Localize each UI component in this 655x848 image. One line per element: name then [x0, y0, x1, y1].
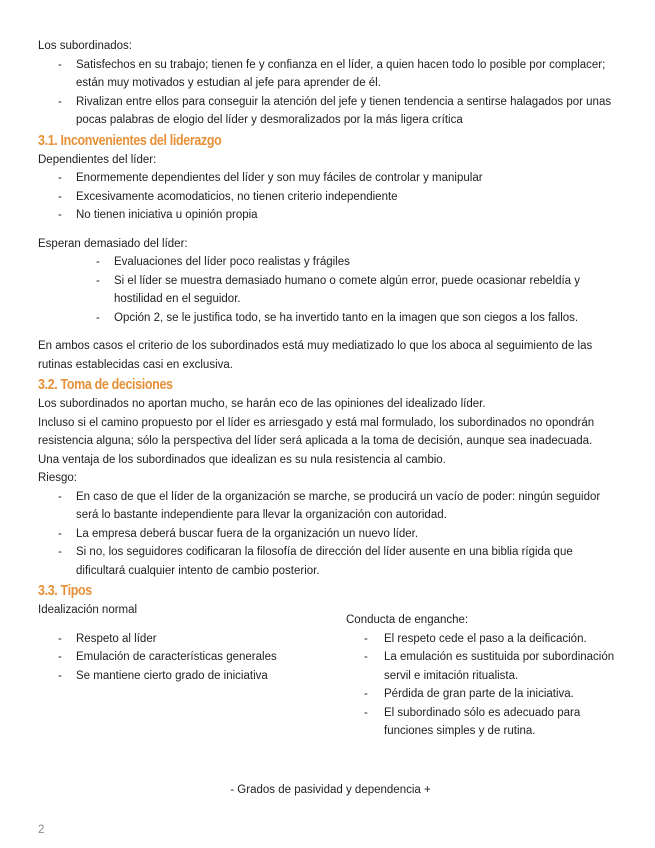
esperan-label: Esperan demasiado del líder:	[38, 237, 188, 250]
intro-list	[38, 56, 623, 130]
tipos-columns	[38, 601, 623, 751]
list-item: - La emulación es sustituida por subordinación servil e imitación ritualista.	[346, 648, 616, 685]
section-heading-toma-decisiones: 3.2. Toma de decisiones	[38, 377, 173, 393]
list-item: - Satisfechos en su trabajo; tienen fe y confianza en el líder, a quien hacen todo lo posible por complacer; están muy motivados y estudian al jefe para aprender de él.	[38, 56, 623, 93]
list-item: - Si no, los seguidores codificaran la filosofía de dirección del líder ausente en una biblia rígida que dificultará cualquier intento de cambio posterior.	[38, 543, 623, 580]
paragraph: Incluso si el camino propuesto por el líder es arriesgado y está mal formulado, los subordinados no opondrán resistencia alguna; sólo la perspectiva del líder será aplicada a la toma de decisión, aunque sea inadecuada.	[38, 416, 595, 447]
idealizacion-label: Idealización normal	[38, 604, 138, 616]
conclusion-paragraph: En ambos casos el criterio de los subordinados está muy mediatizado lo que los aboca al seguimiento de las rutinas establecidas casi en exclusiva.	[38, 340, 593, 371]
list-item: - Opción 2, se le justifica todo, se ha invertido tanto en la imagen que son ciegos a los fallos.	[38, 309, 623, 328]
list-item: - No tienen iniciativa u opinión propia	[38, 206, 623, 225]
conducta-list	[346, 630, 616, 741]
list-item: - Evaluaciones del líder poco realistas y frágiles	[38, 253, 623, 272]
intro-label: Los subordinados:	[38, 40, 132, 52]
list-item: - Excesivamente acomodaticios, no tienen criterio independiente	[38, 188, 623, 207]
document-page	[38, 37, 623, 796]
list-item: - Se mantiene cierto grado de iniciativa	[38, 667, 338, 686]
list-item: - En caso de que el líder de la organización se marche, se producirá un vacío de poder: ningún seguidor será lo bastante independiente para llevar la organización con autoridad.	[38, 488, 623, 525]
list-item: - El respeto cede el paso a la deificación.	[346, 630, 616, 649]
riesgo-label: Riesgo:	[38, 472, 77, 484]
conducta-enganche-column	[346, 611, 616, 741]
list-item: - Rivalizan entre ellos para conseguir la atención del jefe y tienen tendencia a sentirse halagados por unas pocas palabras de elogio del líder y desmoralizados por la más ligera crítica	[38, 93, 623, 130]
esperan-list	[38, 253, 623, 327]
idealizacion-list	[38, 630, 338, 686]
dependientes-list	[38, 169, 623, 225]
list-item: - La empresa deberá buscar fuera de la organización un nuevo líder.	[38, 525, 623, 544]
spacer	[38, 225, 623, 235]
paragraph: Los subordinados no aportan mucho, se harán eco de las opiniones del idealizado líder.	[38, 398, 486, 410]
dependientes-label: Dependientes del líder:	[38, 153, 157, 166]
idealizacion-normal-column	[38, 601, 338, 685]
spacer	[38, 327, 623, 337]
section-heading-tipos: 3.3. Tipos	[38, 583, 92, 599]
pasividad-caption: - Grados de pasividad y dependencia +	[230, 784, 431, 796]
list-item: - Enormemente dependientes del líder y son muy fáciles de controlar y manipular	[38, 169, 623, 188]
section-heading-inconvenientes: 3.1. Inconvenientes del liderazgo	[38, 132, 222, 149]
riesgo-list	[38, 488, 623, 581]
list-item: - El subordinado sólo es adecuado para funciones simples y de rutina.	[346, 704, 616, 741]
list-item: - Emulación de características generales	[38, 648, 338, 667]
paragraph: Una ventaja de los subordinados que idealizan es su nula resistencia al cambio.	[38, 453, 446, 466]
list-item: - Respeto al líder	[38, 630, 338, 649]
list-item: - Pérdida de gran parte de la iniciativa.	[346, 685, 616, 704]
conducta-label: Conducta de enganche:	[346, 614, 469, 626]
page-number: 2	[38, 824, 45, 836]
list-item: - Si el líder se muestra demasiado humano o comete algún error, puede ocasionar rebeldía y hostilidad en el seguidor.	[38, 272, 623, 309]
